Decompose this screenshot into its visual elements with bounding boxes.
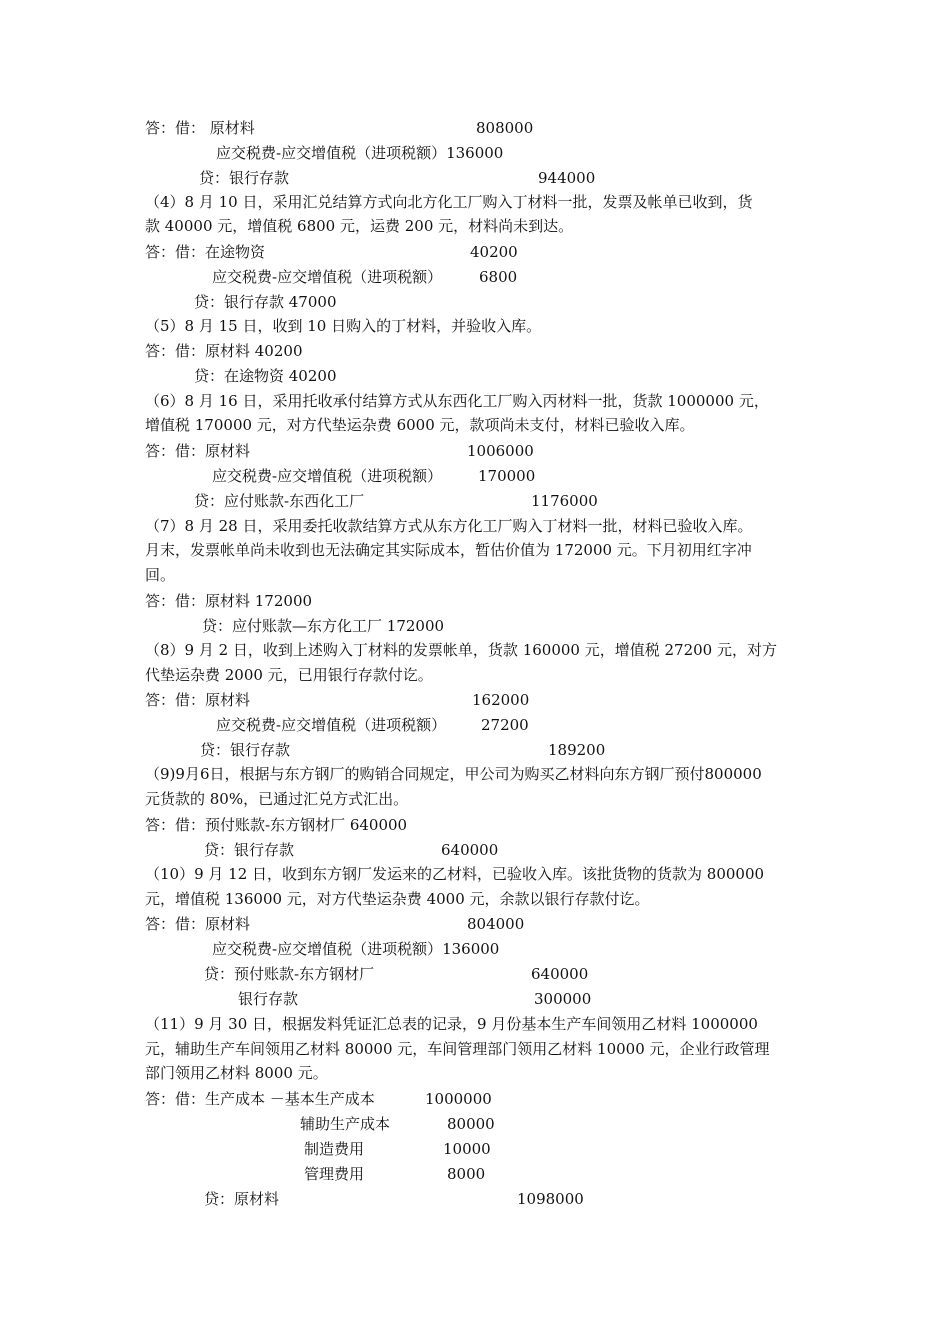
amount: 1006000 xyxy=(467,442,534,460)
text-line: 制造费用 xyxy=(304,1140,365,1158)
text-line: （10）9 月 12 日，收到东方钢厂发运来的乙材料，已验收入库。该批货物的货款为 800000 xyxy=(145,865,765,883)
amount: 8000 xyxy=(447,1165,486,1183)
text-line: （4）8 月 10 日，采用汇兑结算方式向北方化工厂购入丁材料一批，发票及帐单已收到，货 xyxy=(145,193,753,211)
text-line: 月末，发票帐单尚未收到也无法确定其实际成本，暂估价值为 172000 元。下月初用红字冲 xyxy=(145,541,752,559)
text-line: 贷：应付账款—东方化工厂 172000 xyxy=(202,617,445,635)
text-line: 贷：应付账款-东西化工厂 xyxy=(194,492,365,510)
amount: 27200 xyxy=(481,716,529,734)
amount: 10000 xyxy=(443,1140,491,1158)
text-line: 贷：银行存款 xyxy=(199,169,290,187)
amount: 300000 xyxy=(534,990,592,1008)
text-line: 答：借：原材料 xyxy=(145,442,251,460)
text-line: 应交税费-应交增值税（进项税额） xyxy=(212,268,443,286)
text-line: 答：借：生产成本 －基本生产成本 xyxy=(145,1090,375,1108)
text-line: 答：借：原材料 172000 xyxy=(145,592,313,610)
text-line: （5）8 月 15 日，收到 10 日购入的丁材料，并验收入库。 xyxy=(145,317,542,335)
amount: 162000 xyxy=(472,691,530,709)
text-line: 答：借： 原材料 xyxy=(145,119,255,137)
text-line: 应交税费-应交增值税（进项税额）136000 xyxy=(212,940,500,958)
text-line: 代垫运杂费 2000 元，已用银行存款付讫。 xyxy=(145,666,433,684)
text-line: （9)9月6日，根据与东方钢厂的购销合同规定，甲公司为购买乙材料向东方钢厂预付800000 xyxy=(145,765,762,783)
text-line: 答：借：原材料 xyxy=(145,915,251,933)
text-line: 元，增值税 136000 元，对方代垫运杂费 4000 元，余款以银行存款付讫。 xyxy=(145,890,650,908)
text-line: 答：借：预付账款-东方钢材厂 640000 xyxy=(145,816,408,834)
text-line: 贷：在途物资 40200 xyxy=(194,367,337,385)
text-line: 贷：银行存款 xyxy=(204,841,295,859)
text-line: （8）9 月 2 日，收到上述购入丁材料的发票帐单，货款 160000 元，增值税 27200 元，对方 xyxy=(145,641,777,659)
text-line: 答：借：原材料 40200 xyxy=(145,342,303,360)
amount: 170000 xyxy=(478,467,536,485)
text-line: 增值税 170000 元，对方代垫运杂费 6000 元，款项尚未支付，材料已验收入库。 xyxy=(145,416,695,434)
amount: 1000000 xyxy=(425,1090,492,1108)
text-line: 元，辅助生产车间领用乙材料 80000 元，车间管理部门领用乙材料 10000 元，企业行政管理 xyxy=(145,1040,770,1058)
text-line: 部门领用乙材料 8000 元。 xyxy=(145,1064,328,1082)
text-line: 贷：原材料 xyxy=(204,1190,280,1208)
amount: 804000 xyxy=(467,915,525,933)
text-line: 回。 xyxy=(145,566,176,584)
text-line: 贷：银行存款 47000 xyxy=(194,293,337,311)
text-line: 银行存款 xyxy=(238,990,299,1008)
amount: 40200 xyxy=(470,243,518,261)
text-line: 应交税费-应交增值税（进项税额）136000 xyxy=(216,144,504,162)
text-line: 应交税费-应交增值税（进项税额） xyxy=(216,716,447,734)
text-line: 答：借：在途物资 xyxy=(145,243,266,261)
amount: 944000 xyxy=(538,169,596,187)
text-line: 应交税费-应交增值税（进项税额） xyxy=(212,467,443,485)
amount: 1176000 xyxy=(531,492,598,510)
amount: 6800 xyxy=(479,268,518,286)
text-line: （6）8 月 16 日，采用托收承付结算方式从东西化工厂购入丙材料一批，货款 1000000 元， xyxy=(145,392,769,410)
amount: 808000 xyxy=(476,119,534,137)
amount: 189200 xyxy=(548,741,606,759)
amount: 80000 xyxy=(447,1115,495,1133)
text-line: 答：借：原材料 xyxy=(145,691,251,709)
amount: 640000 xyxy=(441,841,499,859)
amount: 1098000 xyxy=(517,1190,584,1208)
text-line: 元货款的 80%，已通过汇兑方式汇出。 xyxy=(145,790,409,808)
text-line: 管理费用 xyxy=(304,1165,365,1183)
text-line: 贷：银行存款 xyxy=(200,741,291,759)
text-line: 贷：预付账款-东方钢材厂 xyxy=(204,965,375,983)
text-line: （7）8 月 28 日，采用委托收款结算方式从东方化工厂购入丁材料一批，材料已验收入库。 xyxy=(145,517,753,535)
text-line: 款 40000 元，增值税 6800 元，运费 200 元，材料尚未到达。 xyxy=(145,217,574,235)
text-line: （11）9 月 30 日，根据发料凭证汇总表的记录，9 月份基本生产车间领用乙材料 1000000 xyxy=(145,1015,758,1033)
amount: 640000 xyxy=(531,965,589,983)
text-line: 辅助生产成本 xyxy=(300,1115,391,1133)
